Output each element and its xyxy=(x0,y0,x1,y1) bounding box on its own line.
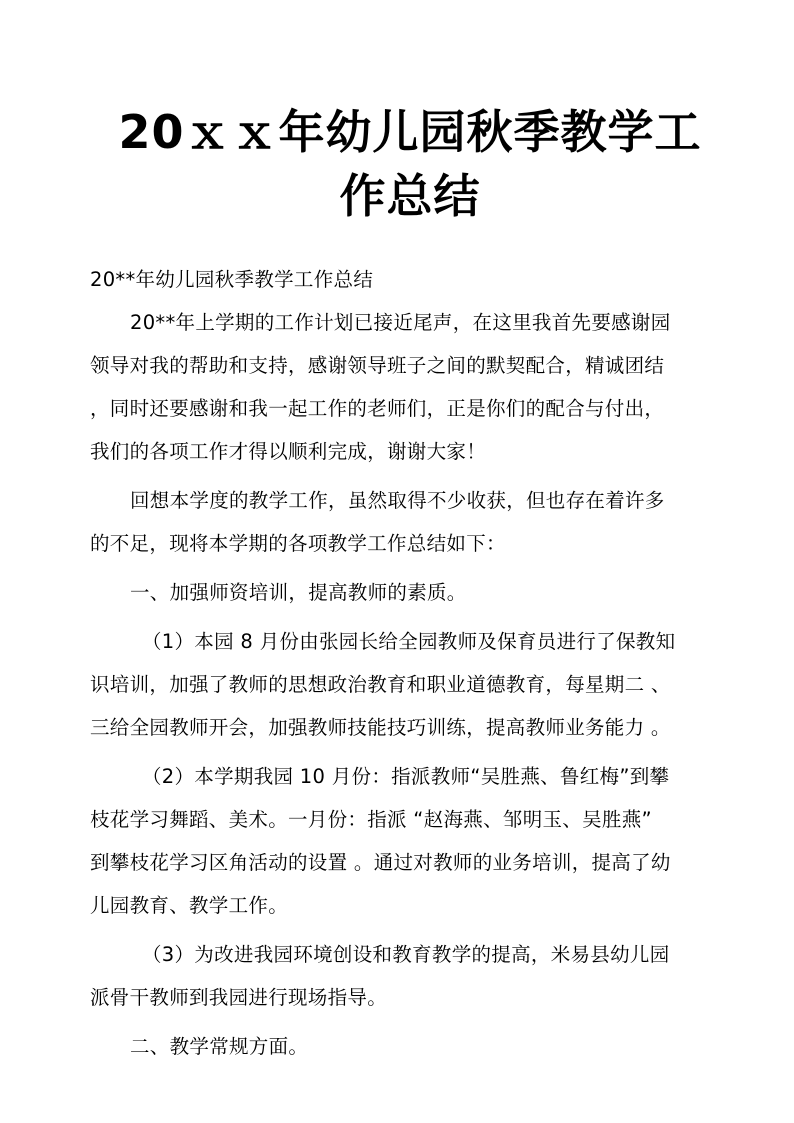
section-heading: 一、加强师资培训，提高教师的素质。 xyxy=(130,581,467,604)
document-title xyxy=(80,100,740,228)
paragraph-line: 的不足，现将本学期的各项教学工作总结如下： xyxy=(90,532,506,555)
paragraph-line: 派骨干教师到我园进行现场指导。 xyxy=(90,986,388,1009)
paragraph-line: ，同时还要感谢和我一起工作的老师们，正是你们的配合与付出， xyxy=(90,397,665,420)
paragraph-line: 回想本学度的教学工作，虽然取得不少收获，但也存在着许多 xyxy=(130,489,665,512)
subtitle-line: 20**年幼儿园秋季教学工作总结 xyxy=(90,268,374,291)
paragraph-line: （2）本学期我园 10 月份：指派教师“吴胜燕、鲁红梅”到攀 xyxy=(142,765,670,788)
paragraph-line: 20**年上学期的工作计划已接近尾声，在这里我首先要感谢园 xyxy=(130,311,671,334)
paragraph-line: 三给全园教师开会，加强教师技能技巧训练，提高教师业务能力 。 xyxy=(90,716,671,739)
paragraph-line: （3）为改进我园环境创设和教育教学的提高，米易县幼儿园 xyxy=(142,943,670,966)
paragraph-line: 领导对我的帮助和支持，感谢领导班子之间的默契配合，精诚团结 xyxy=(90,354,665,377)
section-heading: 二、教学常规方面。 xyxy=(130,1035,309,1058)
paragraph-line: 到攀枝花学习区角活动的设置 。通过对教师的业务培训，提高了幼 xyxy=(90,851,671,874)
title-line-2: 作总结 xyxy=(339,169,481,223)
paragraph-line: 枝花学习舞蹈、美术。一月份：指派 “赵海燕、邹明玉、吴胜燕” xyxy=(90,808,652,831)
paragraph-line: 儿园教育、教学工作。 xyxy=(90,894,289,917)
paragraph-line: （1）本园 8 月份由张园长给全园教师及保育员进行了保教知 xyxy=(142,630,676,653)
paragraph-line: 我们的各项工作才得以顺利完成，谢谢大家！ xyxy=(90,440,487,463)
document-body xyxy=(90,266,710,1076)
title-line-1: 20ｘｘ年幼儿园秋季教学工 xyxy=(118,105,702,159)
paragraph-line: 识培训，加强了教师的思想政治教育和职业道德教育，每星期二 、 xyxy=(90,673,671,696)
